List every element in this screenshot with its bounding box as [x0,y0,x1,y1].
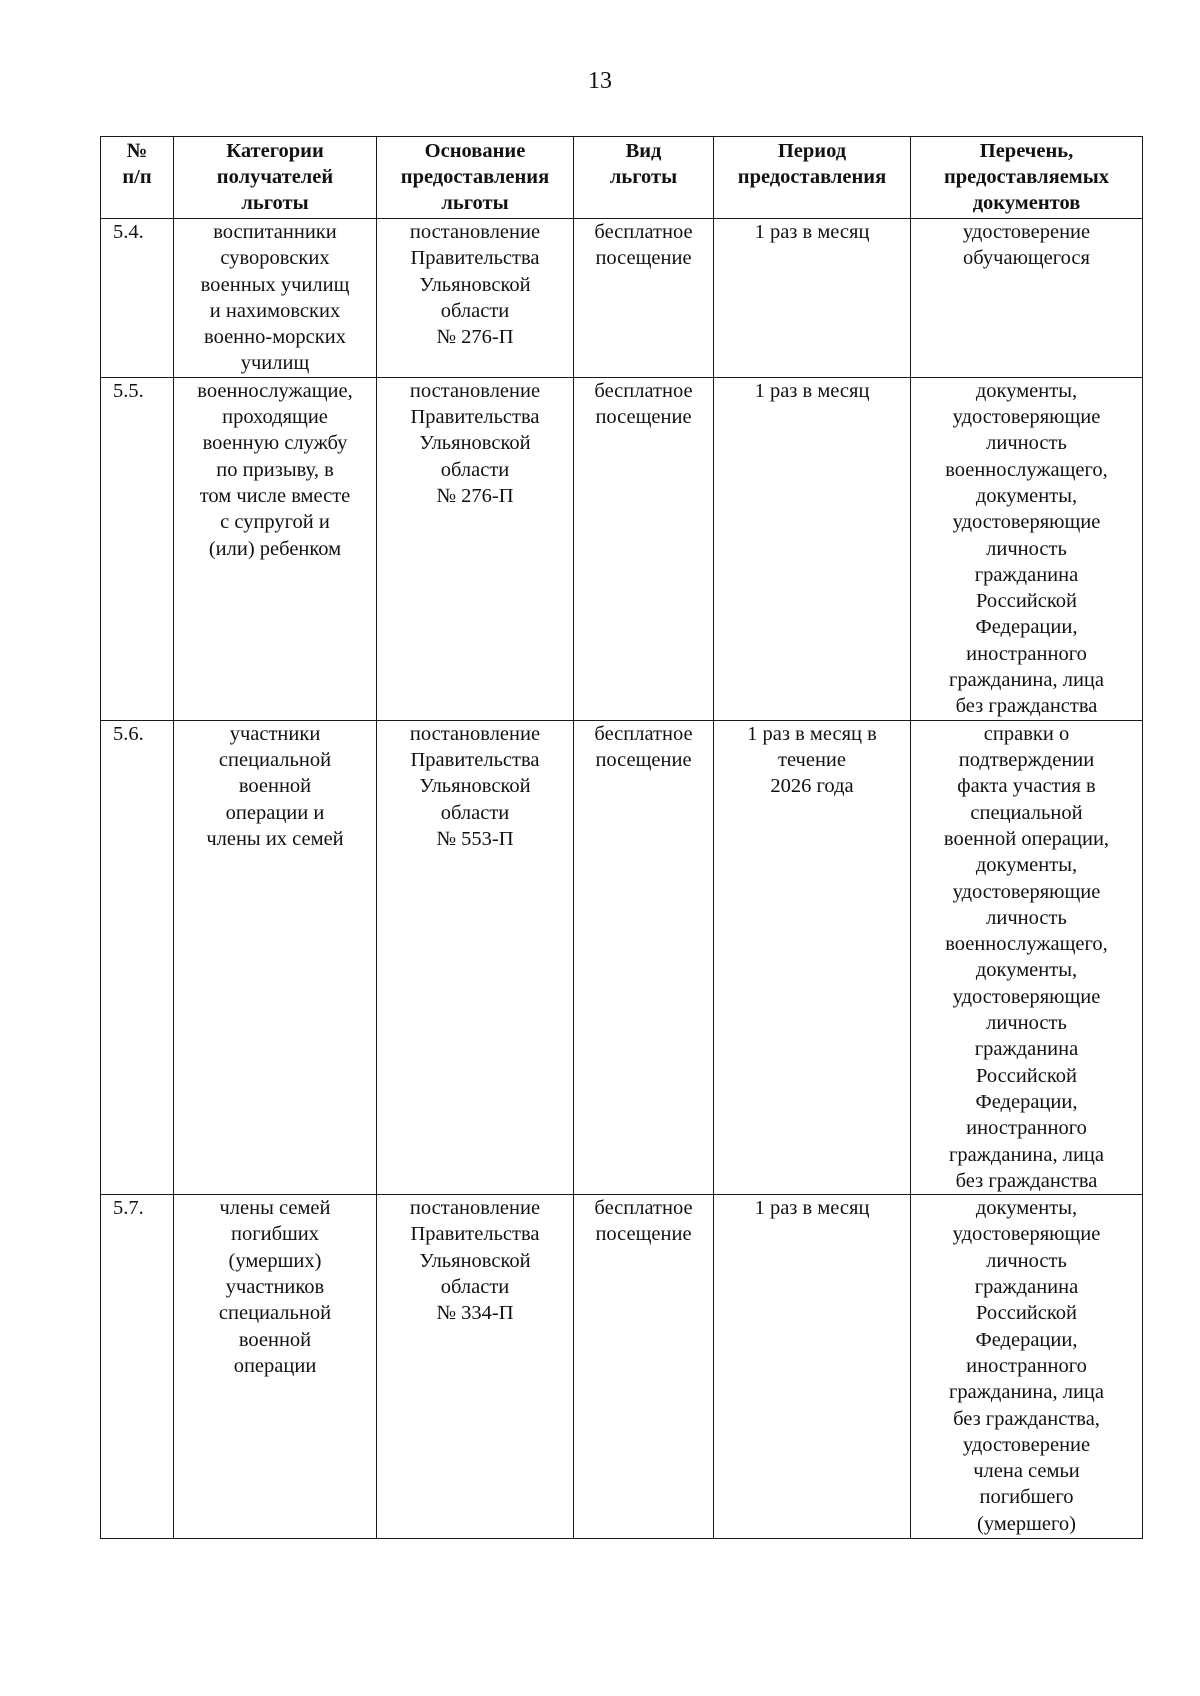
cell-benefit-type: бесплатное посещение [574,1195,714,1539]
cell-period: 1 раз в месяц [714,219,911,378]
table-row [101,720,1143,1194]
page-number: 13 [588,68,612,94]
table-row [101,1195,1143,1539]
header-documents: Перечень, предоставляемых документов [911,137,1143,219]
table-header-row [101,137,1143,219]
header-category: Категории получателей льготы [174,137,377,219]
cell-category: участники специальной военной операции и члены их семей [174,720,377,1194]
cell-benefit-type: бесплатное посещение [574,219,714,378]
cell-basis: постановление Правительства Ульяновской области № 276-П [377,219,574,378]
cell-category: члены семей погибших (умерших) участников специальной военной операции [174,1195,377,1539]
cell-period: 1 раз в месяц в течение 2026 года [714,720,911,1194]
cell-documents: документы, удостоверяющие личность гражданина Российской Федерации, иностранного гражданина, лица без гражданства, удостоверение члена семьи погибшего (умершего) [911,1195,1143,1539]
cell-period: 1 раз в месяц [714,377,911,720]
cell-number: 5.7. [101,1195,174,1539]
cell-documents: справки о подтверждении факта участия в специальной военной операции, документы, удостоверяющие личность военнослужащего, документы, удостоверяющие личность гражданина Российской Федерации, иностранного гражданина, лица без гражданства [911,720,1143,1194]
cell-number: 5.4. [101,219,174,378]
header-number: № п/п [101,137,174,219]
cell-benefit-type: бесплатное посещение [574,720,714,1194]
cell-basis: постановление Правительства Ульяновской области № 334-П [377,1195,574,1539]
cell-category: военнослужащие, проходящие военную службу по призыву, в том числе вместе с супругой и (или) ребенком [174,377,377,720]
header-basis: Основание предоставления льготы [377,137,574,219]
table-row [101,219,1143,378]
cell-benefit-type: бесплатное посещение [574,377,714,720]
cell-documents: удостоверение обучающегося [911,219,1143,378]
cell-category: воспитанники суворовских военных училищ и нахимовских военно-морских училищ [174,219,377,378]
cell-documents: документы, удостоверяющие личность военнослужащего, документы, удостоверяющие личность гражданина Российской Федерации, иностранного гражданина, лица без гражданства [911,377,1143,720]
cell-basis: постановление Правительства Ульяновской области № 276-П [377,377,574,720]
header-benefit-type: Вид льготы [574,137,714,219]
header-period: Период предоставления [714,137,911,219]
table-row [101,377,1143,720]
benefits-table [100,136,1143,1539]
cell-period: 1 раз в месяц [714,1195,911,1539]
cell-number: 5.5. [101,377,174,720]
cell-basis: постановление Правительства Ульяновской области № 553-П [377,720,574,1194]
cell-number: 5.6. [101,720,174,1194]
